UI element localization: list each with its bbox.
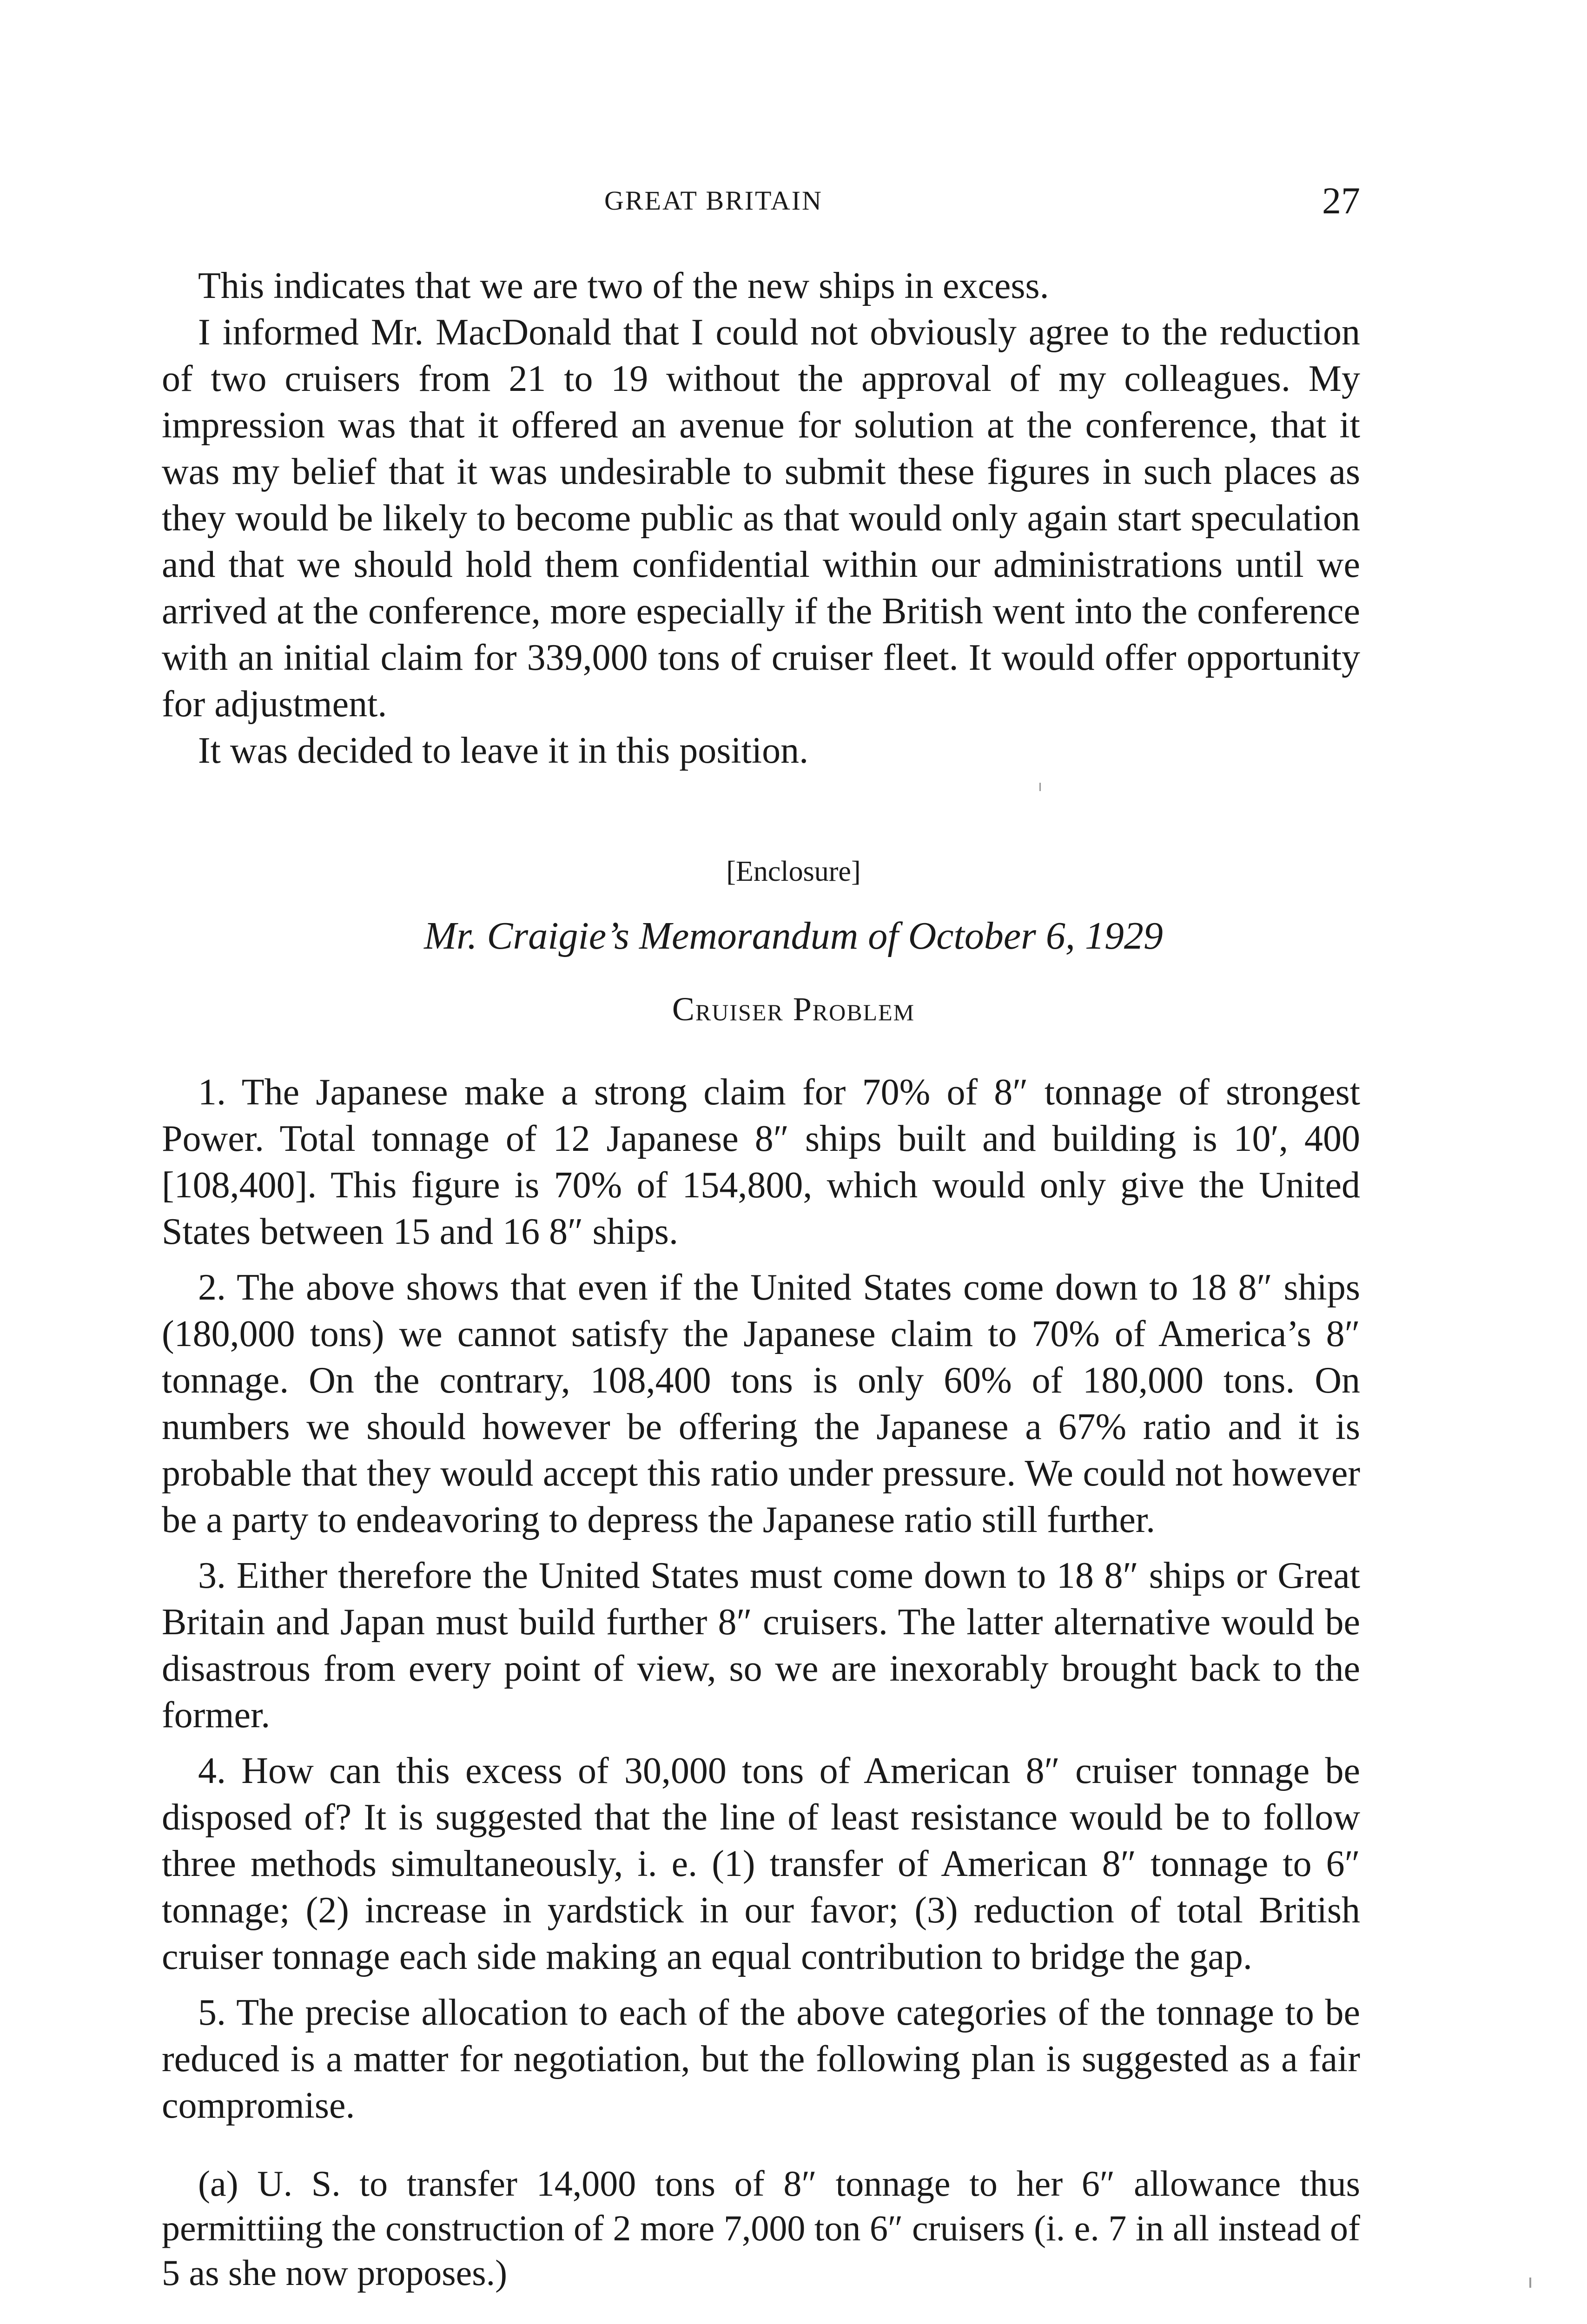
memo-item-4: 4. How can this excess of 30,000 tons of American 8″ cruiser tonnage be disposed of? It is suggested that the line of least resistance would be to follow three methods simultaneously, i. e. (1) transfer of American 8″ tonnage to 6″ tonnage; (2) increase in yardstick in our favor; (3) reduction of total British cruiser tonnage each side making an equal contribution to bridge the gap. [162, 1750, 1360, 1977]
memo-item-1: 1. The Japanese make a strong claim for 70% of 8″ tonnage of strongest Power. Total tonnage of 12 Japanese 8″ ships built and building is 10′, 400 [108,400]. This figure is 70% of 154,800, which would only give the United States between 15 and 16 8″ ships. [162, 1072, 1360, 1252]
memo-item-5: 5. The precise allocation to each of the above categories of the tonnage to be reduced is a matter for negotiation, but the following plan is suggested as a fair compromise. [162, 1992, 1360, 2126]
section-heading: Cruiser Problem [672, 990, 915, 1028]
scan-speck [1039, 783, 1041, 791]
memo-title: Mr. Craigie’s Memorandum of October 6, 1929 [424, 914, 1163, 957]
memo-subitem-a: (a) U. S. to transfer 14,000 tons of 8″ tonnage to her 6″ allowance thus permittiing the construction of 2 more 7,000 ton 6″ cruisers (i. e. 7 in all instead of 5 as she now proposes.) [162, 2163, 1360, 2293]
memo-text [162, 1069, 1360, 2304]
body-text [162, 263, 1360, 774]
body-paragraph-2: I informed Mr. MacDonald that I could not obviously agree to the reduction of two cruisers from 21 to 19 without the approval of my colleagues. My impression was that it offered an avenue for solution at the conference, that it was my belief that it was undesirable to submit these figures in such places as they would be likely to become public as that would only again start speculation and that we should hold them confidential within our administrations until we arrived at the conference, more especially if the British went into the conference with an initial claim for 339,000 tons of cruiser fleet. It would offer opportunity for adjustment. [162, 312, 1360, 725]
memo-item-2: 2. The above shows that even if the United States come down to 18 8″ ships (180,000 tons) we cannot satisfy the Japanese claim to 70% of America’s 8″ tonnage. On the contrary, 108,400 tons is only 60% of 180,000 tons. On numbers we should however be offering the Japanese a 67% ratio and it is probable that they would accept this ratio under pressure. We could not however be a party to endeavoring to depress the Japanese ratio still further. [162, 1267, 1360, 1540]
enclosure-label: [Enclosure] [726, 856, 861, 887]
page-number: 27 [1322, 179, 1360, 222]
running-head: GREAT BRITAIN [604, 185, 823, 216]
memo-item-3: 3. Either therefore the United States must come down to 18 8″ ships or Great Britain and Japan must build further 8″ cruisers. The latter alternative would be disastrous from every point of view, so we are inexorably brought back to the former. [162, 1555, 1360, 1736]
body-paragraph-3: It was decided to leave it in this position. [198, 730, 809, 771]
scan-speck [1529, 2278, 1531, 2288]
body-paragraph-1: This indicates that we are two of the new ships in excess. [198, 265, 1049, 306]
